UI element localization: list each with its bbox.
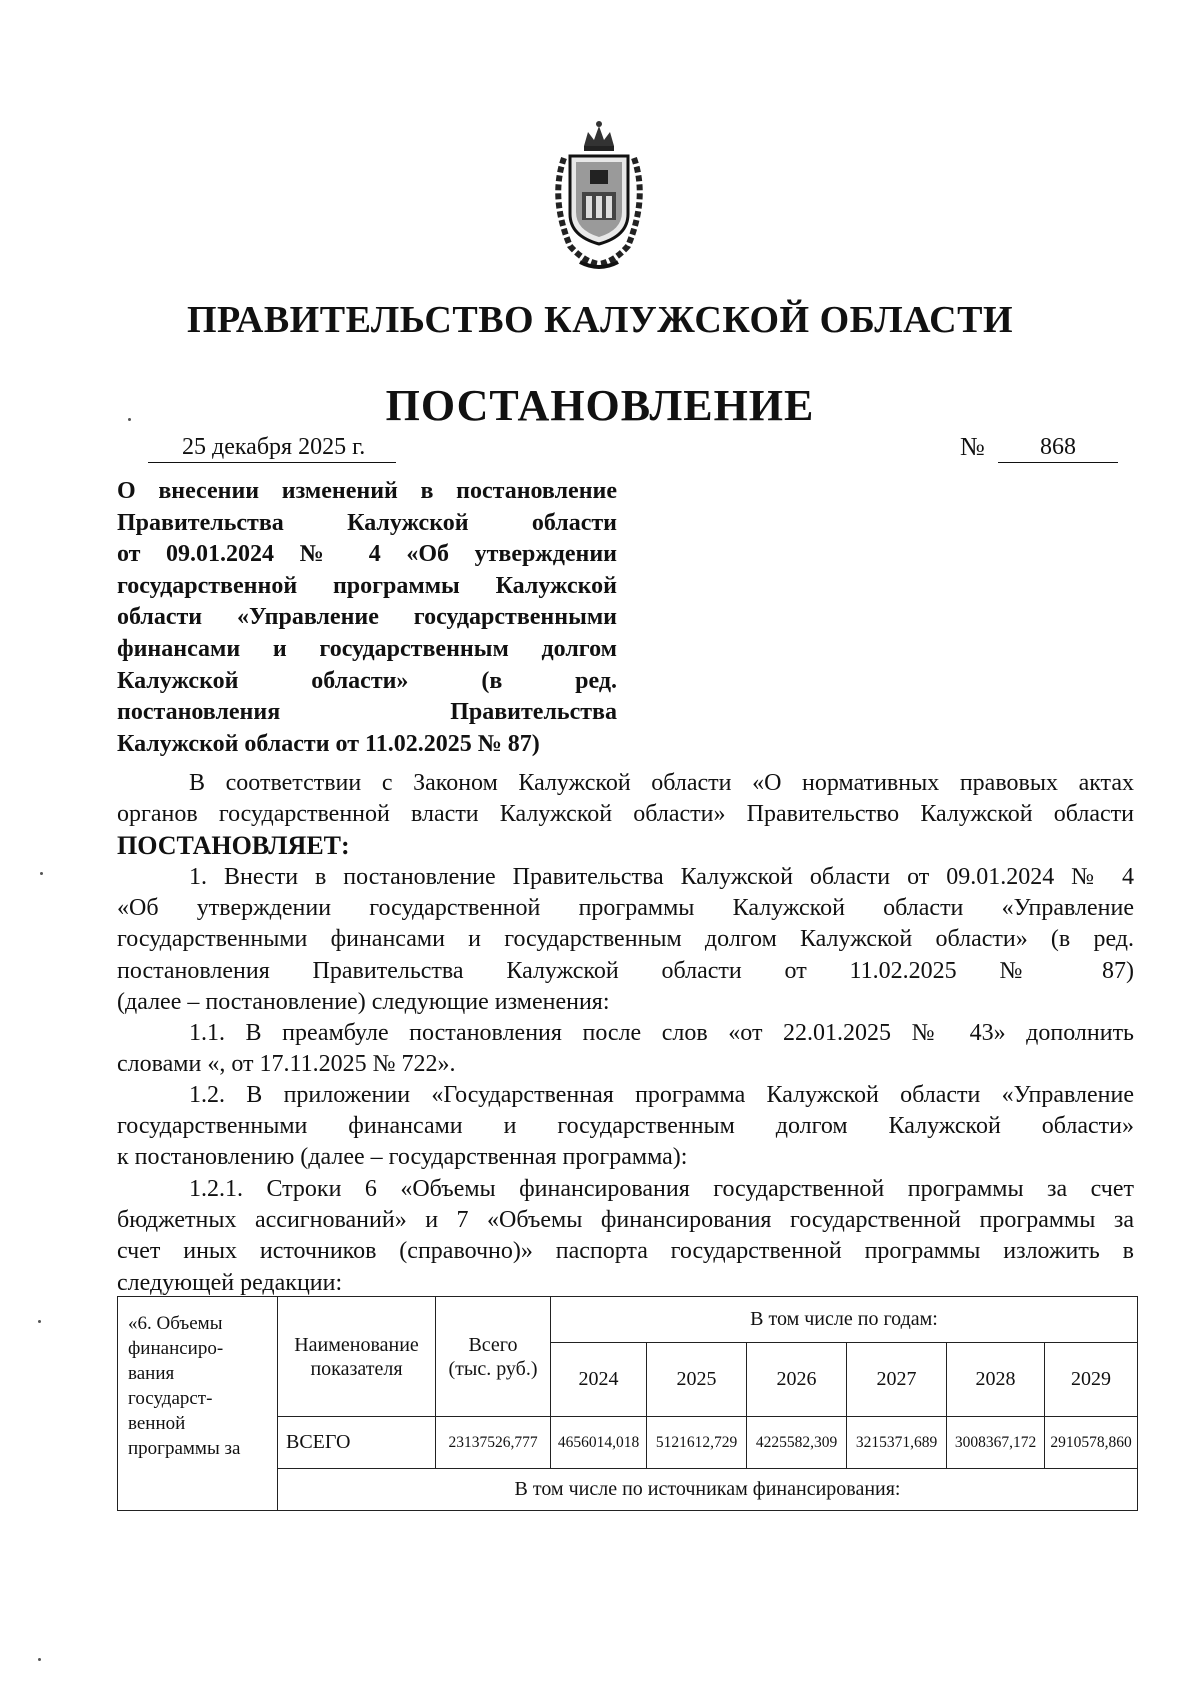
subject-line: постановления Правительства xyxy=(117,699,617,726)
paragraph-line: государственными финансами и государственным долгом Калужской области» xyxy=(117,1113,1134,1140)
paragraph-line: «Об утверждении государственной программы Калужской области «Управление xyxy=(117,895,1134,922)
document-type: ПОСТАНОВЛЕНИЕ xyxy=(385,381,815,430)
scan-speck xyxy=(128,418,131,421)
subject-line: О внесении изменений в постановление xyxy=(117,478,617,504)
year-header: 2029 xyxy=(1045,1343,1138,1417)
sources-header: В том числе по источникам финансирования: xyxy=(278,1469,1138,1511)
scan-speck xyxy=(38,1658,41,1661)
preamble-line: органов государственной власти Калужской области» Правительство Калужской области xyxy=(117,801,1134,828)
paragraph-1-1 xyxy=(117,1018,1134,1080)
row-total-value: 4225582,309 xyxy=(747,1417,847,1469)
paragraph-line: постановления Правительства Калужской области от 11.02.2025 № 87) xyxy=(117,957,1134,984)
document-subject xyxy=(117,476,617,760)
year-header: 2026 xyxy=(747,1343,847,1417)
column-header-total: Всего (тыс. руб.) xyxy=(436,1297,551,1417)
subject-line: Правительства Калужской области xyxy=(117,509,617,536)
paragraph-line: следующей редакции: xyxy=(117,1269,343,1296)
paragraph-line: (далее – постановление) следующие изменения: xyxy=(117,988,610,1015)
subject-line: от 09.01.2024 № 4 «Об утверждении xyxy=(117,541,617,568)
preamble xyxy=(117,768,1134,862)
government-name: ПРАВИТЕЛЬСТВО КАЛУЖСКОЙ ОБЛАСТИ xyxy=(186,299,1014,341)
financing-table xyxy=(117,1296,1138,1511)
document-number: 868 xyxy=(998,432,1118,463)
year-header: 2028 xyxy=(947,1343,1045,1417)
paragraph-line: к постановлению (далее – государственная программа): xyxy=(117,1144,688,1171)
coat-of-arms-icon xyxy=(540,118,658,274)
row-title-cell: «6. Объемы финансиро- вания государст- венной программы за xyxy=(118,1297,278,1511)
subject-line: Калужской области» (в ред. xyxy=(117,667,617,694)
paragraph-line: 1.1. В преамбуле постановления после слов «от 22.01.2025 № 43» дополнить xyxy=(189,1020,1134,1046)
row-total-value: 5121612,729 xyxy=(647,1417,747,1469)
row-total-value: 3215371,689 xyxy=(847,1417,947,1469)
paragraph-1-2 xyxy=(117,1080,1134,1174)
row-total-label: ВСЕГО xyxy=(278,1417,436,1469)
paragraph-line: счет иных источников (справочно)» паспорта государственной программы изложить в xyxy=(117,1238,1134,1265)
subject-line: Калужской области от 11.02.2025 № 87) xyxy=(117,730,540,757)
paragraph-line: бюджетных ассигнований» и 7 «Объемы финансирования государственной программы за xyxy=(117,1207,1134,1234)
number-label: № xyxy=(960,432,985,461)
year-header: 2025 xyxy=(647,1343,747,1417)
row-total-value: 4656014,018 xyxy=(551,1417,647,1469)
preamble-line: В соответствии с Законом Калужской области «О нормативных правовых актах xyxy=(189,770,1134,796)
subject-line: области «Управление государственными xyxy=(117,604,617,631)
subject-line: государственной программы Калужской xyxy=(117,572,617,599)
scan-speck xyxy=(38,1320,41,1323)
paragraph-line: государственными финансами и государственным долгом Калужской области» (в ред. xyxy=(117,926,1134,953)
years-header: В том числе по годам: xyxy=(551,1297,1138,1343)
row-total-value: 2910578,860 xyxy=(1045,1417,1138,1469)
paragraph-line: словами «, от 17.11.2025 № 722». xyxy=(117,1051,456,1078)
paragraph-1-2-1 xyxy=(117,1174,1134,1299)
paragraph-line: 1.2. В приложении «Государственная программа Калужской области «Управление xyxy=(189,1082,1134,1108)
paragraph-line: 1.2.1. Строки 6 «Объемы финансирования государственной программы за счет xyxy=(189,1176,1134,1202)
year-header: 2027 xyxy=(847,1343,947,1417)
paragraph-line: 1. Внести в постановление Правительства Калужской области от 09.01.2024 № 4 xyxy=(189,864,1134,890)
subject-line: финансами и государственным долгом xyxy=(117,635,617,662)
year-header: 2024 xyxy=(551,1343,647,1417)
row-total-sum: 23137526,777 xyxy=(436,1417,551,1469)
column-header-indicator: Наименование показателя xyxy=(278,1297,436,1417)
row-total-value: 3008367,172 xyxy=(947,1417,1045,1469)
scan-speck xyxy=(40,872,43,875)
paragraph-1 xyxy=(117,862,1134,1018)
resolves-heading: ПОСТАНОВЛЯЕТ: xyxy=(117,831,350,861)
document-date: 25 декабря 2025 г. xyxy=(148,432,396,463)
